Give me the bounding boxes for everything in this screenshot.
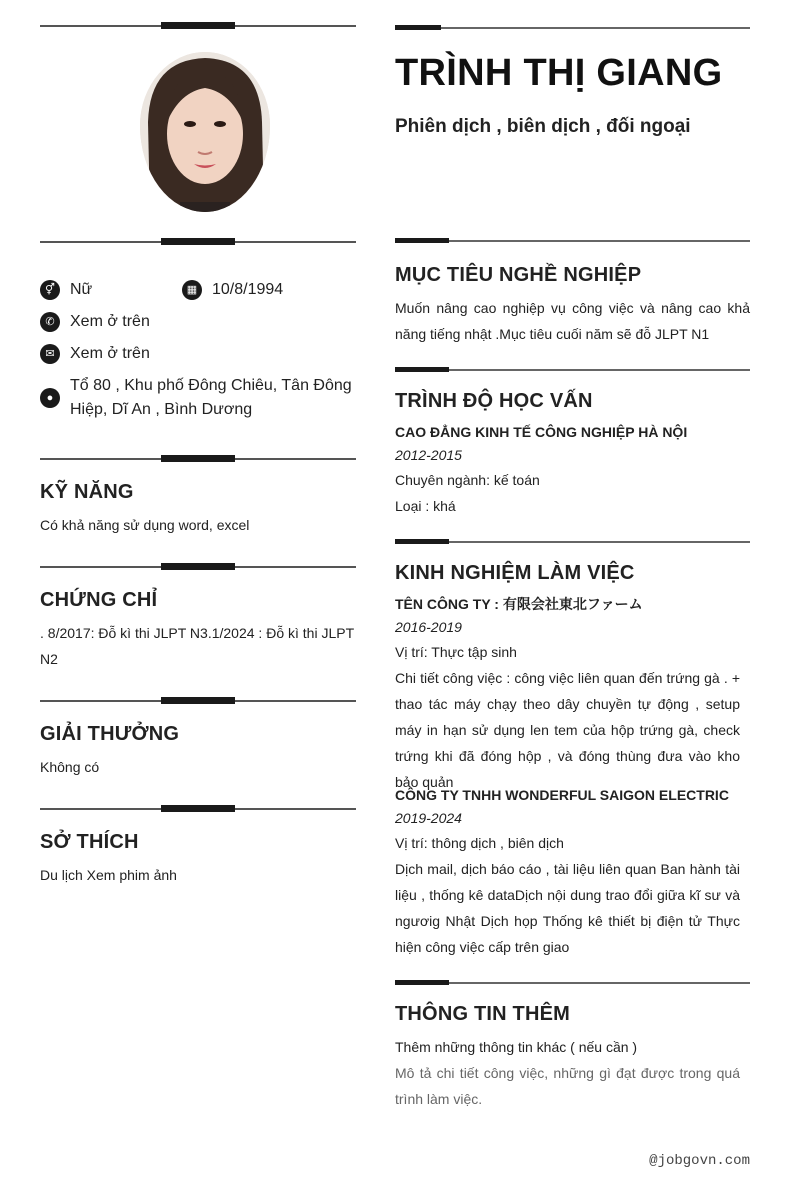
location-icon: ● [40, 388, 60, 408]
education-school: CAO ĐẲNG KINH TẾ CÔNG NGHIỆP HÀ NỘI [395, 424, 688, 440]
divider [395, 982, 750, 984]
divider [395, 240, 750, 242]
email-icon: ✉ [40, 344, 60, 364]
calendar-icon: ▦ [182, 280, 202, 300]
education-major: Chuyên ngành: kế toán [395, 472, 540, 488]
objective-text: Muốn nâng cao nghiệp vụ công việc và nâng cao khả năng tiếng nhật .Mục tiêu cuối năm sẽ đỗ JLPT N1 [395, 300, 750, 342]
job-2-period: 2019-2024 [395, 810, 462, 826]
education-period: 2012-2015 [395, 447, 462, 463]
job-1-detail: Chi tiết công việc : công việc liên quan đến trứng gà . + thao tác máy chạy theo dây chuyền tự động , setup máy in hạn sử dụng len tem của hộp trứng gà, check trứng khi đã đóng hộp , và đóng thùng đưa vào kho bảo quản [395, 670, 740, 790]
job-1-period: 2016-2019 [395, 619, 462, 635]
job-1-position: Vị trí: Thực tập sinh [395, 644, 517, 660]
divider [40, 25, 356, 27]
avatar [140, 52, 270, 212]
awards-heading: GIẢI THƯỞNG [40, 723, 180, 745]
gender-icon: ⚥ [40, 280, 60, 300]
divider [40, 241, 356, 243]
job-2-position: Vị trí: thông dịch , biên dịch [395, 835, 564, 851]
address-value: Tổ 80 , Khu phố Đông Chiêu, Tân Đông Hiệp, Dĩ An , Bình Dương [70, 377, 352, 418]
dob-value: 10/8/1994 [212, 281, 284, 298]
hobbies-heading: SỞ THÍCH [40, 831, 139, 853]
portrait-photo [140, 52, 270, 212]
education-grade: Loại : khá [395, 498, 456, 514]
certificates-heading: CHỨNG CHỈ [40, 589, 158, 611]
extra-line-1: Thêm những thông tin khác ( nếu cần ) [395, 1039, 638, 1055]
phone-icon: ✆ [40, 312, 60, 332]
job-1-company: TÊN CÔNG TY : 有限会社東北ファーム [395, 596, 643, 612]
awards-text: Không có [40, 759, 100, 775]
experience-heading: KINH NGHIỆM LÀM VIỆC [395, 562, 635, 584]
extra-heading: THÔNG TIN THÊM [395, 1003, 571, 1025]
job-2-company: CÔNG TY TNHH WONDERFUL SAIGON ELECTRIC [395, 787, 729, 803]
certificates-text: . 8/2017: Đỗ kì thi JLPT N3.1/2024 : Đỗ kì thi JLPT N2 [40, 625, 354, 667]
watermark: @jobgovn.com [649, 1153, 750, 1169]
job-2-detail: Dịch mail, dịch báo cáo , tài liệu liên quan Ban hành tài liệu , thống kê dataDịch nội dung trao đổi giữa kĩ sư và ngươig Nhật Dịch họp Thống kê thiết bị điện tử Thực hiện công việc cấp trên giao [395, 861, 740, 955]
divider [40, 566, 356, 568]
full-name: TRÌNH THỊ GIANG [395, 52, 723, 94]
email-value: Xem ở trên [70, 345, 150, 362]
job-title: Phiên dịch , biên dịch , đối ngoại [395, 116, 691, 137]
divider [395, 27, 750, 29]
extra-line-2: Mô tả chi tiết công việc, những gì đạt được trong quá trình làm việc. [395, 1065, 740, 1107]
phone-value: Xem ở trên [70, 313, 150, 330]
education-heading: TRÌNH ĐỘ HỌC VẤN [395, 390, 593, 412]
divider [40, 808, 356, 810]
gender-value: Nữ [70, 281, 93, 298]
objective-heading: MỤC TIÊU NGHỀ NGHIỆP [395, 264, 642, 286]
skills-text: Có khả năng sử dụng word, excel [40, 517, 250, 533]
divider [40, 458, 356, 460]
divider [395, 541, 750, 543]
skills-heading: KỸ NĂNG [40, 481, 134, 503]
divider [40, 700, 356, 702]
hobbies-text: Du lịch Xem phim ảnh [40, 867, 177, 883]
divider [395, 369, 750, 371]
